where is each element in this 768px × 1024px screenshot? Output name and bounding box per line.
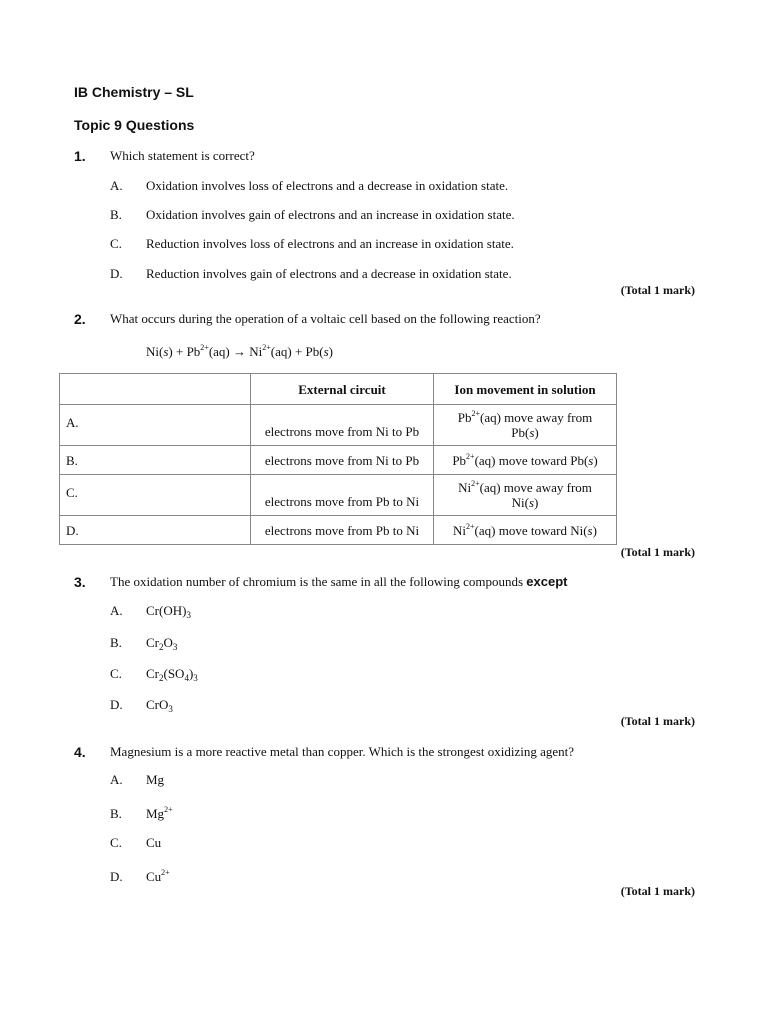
- q4-total-mark: (Total 1 mark): [620, 884, 695, 898]
- q2-number: 2.: [74, 311, 86, 327]
- q3-option-d-letter: D.: [110, 697, 123, 712]
- page-title: IB Chemistry – SL: [74, 84, 194, 100]
- q4-number: 4.: [74, 744, 86, 760]
- q4-option-b-text: $Mg^{2+}$: [146, 805, 173, 821]
- q1-number: 1.: [74, 148, 86, 164]
- q1-option-d-text: Reduction involves gain of electrons and a decrease in oxidation state.: [146, 266, 512, 281]
- q1-option-b-letter: B.: [110, 207, 122, 222]
- row-a-circuit: electrons move from Ni to Pb: [251, 405, 434, 446]
- q1-option-b-text: Oxidation involves gain of electrons and an increase in oxidation state.: [146, 207, 515, 222]
- q3-option-c-letter: C.: [110, 666, 122, 681]
- q1-option-d-letter: D.: [110, 266, 123, 281]
- row-b-ion: $Pb^{2+}(aq)$ move toward Pb(s): [434, 446, 617, 475]
- q2-total-mark: (Total 1 mark): [620, 545, 695, 559]
- table-row: [60, 446, 617, 475]
- row-b-letter: B.: [60, 446, 251, 475]
- q1-total-mark: (Total 1 mark): [620, 283, 695, 297]
- q4-option-d-text: $Cu^{2+}$: [146, 868, 170, 884]
- q1-option-c-text: Reduction involves loss of electrons and an increase in oxidation state.: [146, 236, 514, 251]
- table-header-external-circuit: External circuit: [251, 374, 434, 405]
- q3-stem: The oxidation number of chromium is the same in all the following compounds except: [110, 574, 568, 589]
- row-d-circuit: electrons move from Pb to Ni: [251, 516, 434, 545]
- q2-stem: What occurs during the operation of a voltaic cell based on the following reaction?: [110, 311, 541, 326]
- q3-option-d-formula: CrO$_3$: [146, 697, 173, 714]
- table-row: [60, 475, 617, 516]
- q3-option-a-letter: A.: [110, 603, 123, 618]
- q3-total-mark: (Total 1 mark): [620, 714, 695, 728]
- row-a-ion: $Pb^{2+}(aq)$ move away from Pb(s): [434, 405, 617, 446]
- q4-option-a-text: Mg: [146, 772, 165, 787]
- q1-option-a-text: Oxidation involves loss of electrons and a decrease in oxidation state.: [146, 178, 509, 193]
- topic-heading: Topic 9 Questions: [74, 117, 195, 133]
- q4-stem: Magnesium is a more reactive metal than copper. Which is the strongest oxidizing agent?: [110, 744, 575, 759]
- q3-number: 3.: [74, 574, 86, 590]
- row-d-ion: $Ni^{2+}(aq)$ move toward Ni(s): [434, 516, 617, 545]
- q3-option-a-formula: $Cr(OH)_3$: [146, 603, 191, 620]
- q2-equation: $Ni(s) + Pb^{2+}(aq) \to Ni^{2+}(aq) + Pb(s)$: [146, 343, 333, 359]
- row-b-circuit: electrons move from Ni to Pb: [251, 446, 434, 475]
- q3-option-b-formula: $Cr_2O_3$: [146, 635, 178, 652]
- row-d-letter: D.: [60, 516, 251, 545]
- table-header-row: [60, 374, 617, 405]
- table-row: [60, 405, 617, 446]
- q3-option-b-letter: B.: [110, 635, 122, 650]
- q4-option-d-letter: D.: [110, 869, 123, 884]
- table-row: [60, 516, 617, 545]
- q1-option-a-letter: A.: [110, 178, 123, 193]
- q1-option-c-letter: C.: [110, 236, 122, 251]
- row-c-letter: C.: [60, 475, 251, 516]
- q4-option-c-letter: C.: [110, 835, 122, 850]
- table-header-ion-movement: Ion movement in solution: [434, 374, 617, 405]
- row-c-ion: $Ni^{2+}(aq)$ move away from Ni(s): [434, 475, 617, 516]
- table-header-blank: [60, 374, 251, 405]
- q1-stem: Which statement is correct?: [110, 148, 255, 163]
- q2-options-table: [59, 373, 617, 545]
- q4-option-a-letter: A.: [110, 772, 123, 787]
- row-a-letter: A.: [60, 405, 251, 446]
- q4-option-b-letter: B.: [110, 806, 122, 821]
- q4-option-c-text: Cu: [146, 835, 162, 850]
- row-c-circuit: electrons move from Pb to Ni: [251, 475, 434, 516]
- q3-except-keyword: except: [526, 574, 568, 589]
- q3-option-c-formula: $Cr_2(SO_4)_3$: [146, 666, 198, 683]
